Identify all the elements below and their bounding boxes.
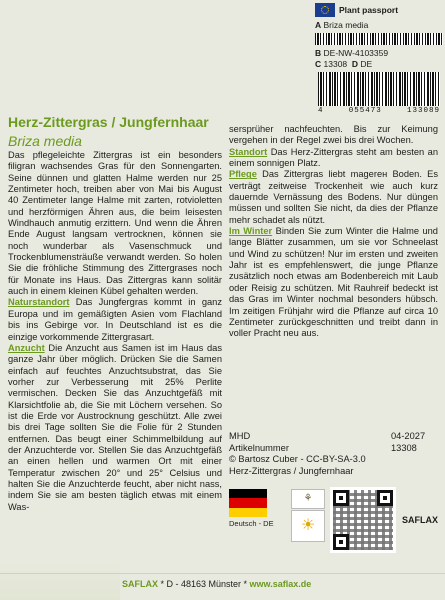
sun-icon: ☀: [291, 510, 325, 542]
eu-flag-icon: [315, 3, 335, 17]
footer-divider: [0, 573, 445, 574]
barcode-bars: [315, 33, 443, 45]
flag-stripe-red: [229, 498, 267, 507]
standort-text: Das Herz-Zittergras steht am besten an einem sonnigen Platz.: [229, 146, 438, 169]
product-title: Herz-Zittergras / Jungfernhaar: [8, 114, 209, 130]
intro-paragraph: Das pflegeleichte Zittergras ist ein besonders filigran wachsendes Gras für den Sonnengarten. Seine dünnen und glatten Halme werden nur 25 Zentimeter hoch, treiben aber von Mai bis August 40 Zentimeter lange Halme mit zarten, rotvioletten und herzförmigen Ähren aus, die beim leisesten Windhauch anmutig erzittern. Und wenn die Ähren Ende August langsam vertrocknen, können sie noch wunderbar als Vasenschmuck und Trockenblumensträuße verwandt werden. So holen Sie die fröhliche Stimmung des Zittergrases noch für Monate ins Haus. Das Zittergras kann solitär auch in einem kleinen Kübel gehalten werden.: [8, 150, 222, 297]
footer-brand: SAFLAX: [122, 579, 158, 589]
ean-digits-left: 055473: [348, 107, 382, 115]
pp-a-value: Briza media: [323, 20, 369, 30]
pp-b-value: DE-NW-4103359: [323, 48, 389, 58]
mhd-row: [229, 431, 441, 443]
flag-stripe-gold: [229, 508, 267, 517]
country-badge: [229, 489, 287, 543]
pp-c-value: 13308: [323, 59, 348, 69]
plant-passport-lines: [315, 20, 368, 31]
qr-finder-top-left: [333, 490, 349, 506]
winter-text: Binden Sie zum Winter die Halme und lange Blätter zusammen, um sie vor Schneelast und Wind zu schützen! Nur im ersten und zweiten Jahr ist es empfehlenswert, die junge Pflanze zusätzlich noch etwas am Bodenbereich mit Laub oder Reisig zu schützen. Mit Rauhreif bedeckt ist das Gras im Winter nochmal besonders hübsch. Im zeitigen Frühjahr wird die Pflanze auf circa 10 Zentimeter zurückgeschnitten und treibt dann in voller Pracht neu aus.: [229, 226, 438, 339]
qr-finder-top-right: [377, 490, 393, 506]
pflege-paragraph: [229, 169, 438, 226]
qr-finder-bottom-left: [333, 534, 349, 550]
description-right-column: [229, 124, 438, 340]
qr-code[interactable]: [330, 487, 396, 553]
footer-address: * D - 48163 Münster *: [158, 579, 250, 589]
footer-website-link[interactable]: www.saflax.de: [249, 579, 312, 589]
pp-b-label: B: [315, 48, 322, 58]
flag-stripe-black: [229, 489, 267, 498]
winter-heading: Im Winter: [229, 226, 273, 237]
ean-digits: [318, 107, 440, 115]
article-number-row: [229, 443, 441, 455]
germany-flag-icon: [229, 489, 267, 517]
plant-passport-b-c-d: [315, 48, 388, 70]
anzucht-paragraph: [8, 343, 222, 513]
pflege-heading: Pflege: [229, 169, 257, 180]
article-number-label: Artikelnummer: [229, 442, 289, 453]
ean-digits-right: 133089: [406, 107, 440, 115]
saflax-logo: SAFLAX: [402, 515, 438, 525]
mhd-value: 04-2027: [391, 431, 426, 441]
standort-heading: Standort: [229, 146, 268, 157]
description-left-column: [8, 150, 222, 513]
ean-digit-lead: 4: [318, 107, 324, 115]
ean-bars: [318, 72, 440, 106]
pflege-text: Das Zittergras liebt magerен Boden. Es verträgt zeitweise Trockenheit wie auch kurz dauernde Vernässung des Bodens. Nur düngen müssen und sollten Sie nicht, da dies der Pflanze mehr schadet als nützt.: [229, 169, 438, 225]
naturstandort-heading: Naturstandort: [8, 297, 70, 308]
pp-d-value: DE: [360, 59, 373, 69]
decorative-grass-band: [0, 558, 120, 600]
pp-a-label: A: [315, 20, 322, 30]
article-number-value: 13308: [391, 442, 417, 453]
anzucht-text: Die Anzucht aus Samen ist im Haus das ganze Jahr über möglich. Drücken Sie die Samen einfach auf feuchtes Anzuchtsubstrat, das Sie vorher zur Verbesserung mit 25% Perlite vermischen. Decken Sie das Anzuchtgefäß mit Klarsichtfolie ab, die Sie mit Löchern versehen. So ist die Erde vor Austrocknung geschützt. Alle zwei bis drei Tage sollten Sie die Folie für 2 Stunden entfernen. Das beugt einer Schimmelbildung auf der Anzuchterde vor. Stellen Sie das Anzuchtgefäß an einen hellen und warmen Ort mit einer Temperatur zwischen 20° und 25° Celsius und halten Sie die Anzuchterde feucht, aber nicht nass, indem Sie sie am besten täglich etwas mit einem Was-: [8, 342, 222, 512]
plant-passport-header: [315, 3, 398, 17]
anzucht-continued: sersprüher nachfeuchten. Bis zur Keimung vergehen in der Regel zwei bis drei Wochen.: [229, 124, 438, 146]
plant-passport-title: Plant passport: [339, 5, 399, 15]
plant-pot-icon: ⚘: [291, 489, 325, 509]
naturstandort-text: Das Jungfergras kommt in ganz Europa und im gemäßigten Asien vom Flachland bis ins Gebirge vor. In Deutschland ist es die einzige vorkommende Zittergrasart.: [8, 297, 222, 342]
footer: [122, 579, 438, 589]
winter-paragraph: [229, 226, 438, 339]
image-copyright: © Bartosz Cuber - CC-BY-SA-3.0: [229, 454, 366, 465]
pp-d-label: D: [351, 59, 359, 69]
standort-paragraph: [229, 147, 438, 170]
country-label: Deutsch - DE: [229, 519, 274, 528]
anzucht-heading: Anzucht: [8, 342, 45, 353]
naturstandort-paragraph: [8, 297, 222, 342]
pp-c-label: C: [315, 59, 322, 69]
product-name-repeat: Herz-Zittergras / Jungfernhaar: [229, 465, 354, 476]
mhd-label: MHD: [229, 431, 251, 441]
product-latin-name: Briza media: [8, 133, 82, 149]
product-info-block: [229, 431, 441, 477]
ean-barcode: [318, 72, 440, 115]
